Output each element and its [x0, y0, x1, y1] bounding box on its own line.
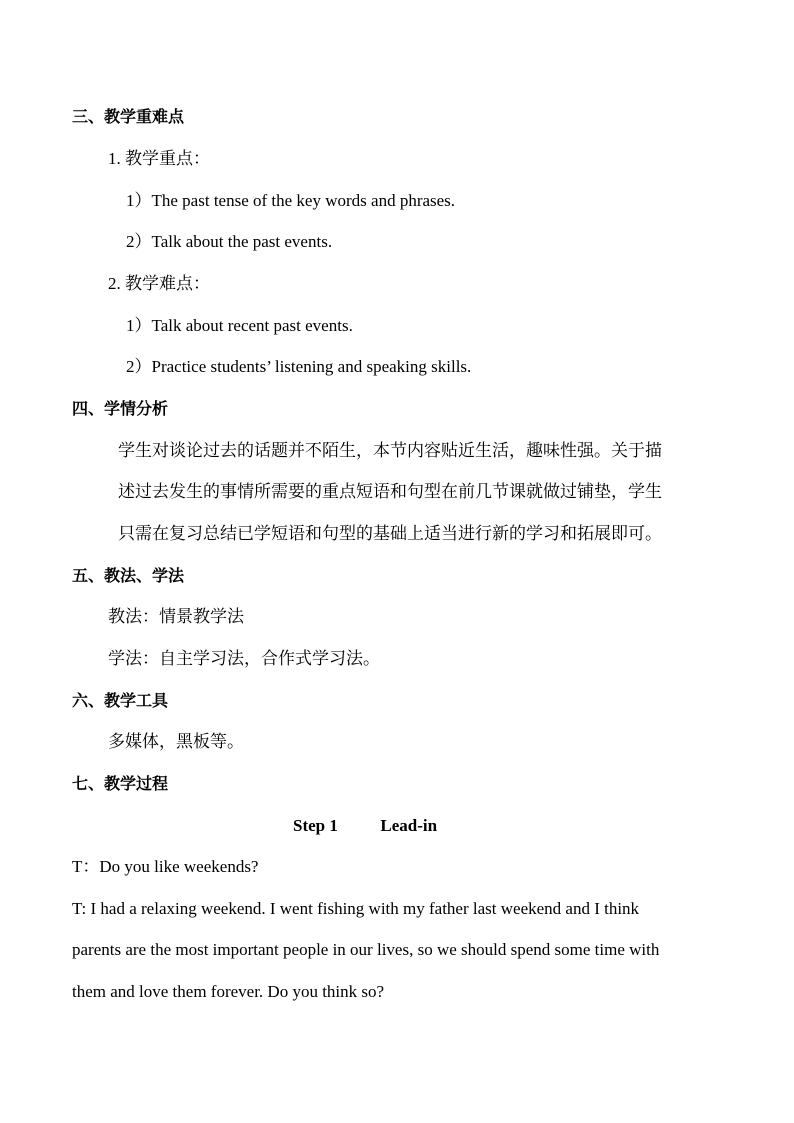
teaching-method: 教法：情景教学法	[108, 607, 244, 626]
tools-text: 多媒体，黑板等。	[108, 732, 244, 751]
dialog-line: them and love them forever. Do you think so?	[72, 982, 385, 1001]
analysis-paragraph-line: 述过去发生的事情所需要的重点短语和句型在前几节课就做过铺垫，学生	[118, 482, 662, 501]
step-heading	[293, 815, 437, 837]
difficult-points-title: 2. 教学难点：	[108, 274, 210, 293]
section-heading-methods: 五、教法、学法	[72, 566, 185, 585]
key-points-title: 1. 教学重点：	[108, 149, 210, 168]
difficult-point-item: 1）Talk about recent past events.	[126, 316, 353, 335]
key-point-item: 2）Talk about the past events.	[126, 232, 333, 251]
section-heading-key-points: 三、教学重难点	[72, 107, 185, 126]
section-heading-process: 七、教学过程	[72, 774, 169, 793]
learning-method: 学法：自主学习法，合作式学习法。	[108, 649, 380, 668]
key-point-item: 1）The past tense of the key words and phrases.	[126, 191, 456, 210]
dialog-line: T: I had a relaxing weekend. I went fishing with my father last weekend and I think	[72, 899, 640, 918]
step-title: Lead-in	[380, 816, 438, 835]
difficult-point-item: 2）Practice students’ listening and speaking skills.	[126, 357, 472, 376]
analysis-paragraph-line: 学生对谈论过去的话题并不陌生，本节内容贴近生活，趣味性强。关于描	[118, 441, 662, 460]
step-label: Step 1	[293, 816, 338, 835]
section-heading-tools: 六、教学工具	[72, 691, 169, 710]
analysis-paragraph-line: 只需在复习总结已学短语和句型的基础上适当进行新的学习和拓展即可。	[118, 524, 662, 543]
dialog-line: T：Do you like weekends?	[72, 857, 259, 876]
section-heading-student-analysis: 四、学情分析	[72, 399, 169, 418]
dialog-line: parents are the most important people in our lives, so we should spend some time with	[72, 940, 660, 959]
